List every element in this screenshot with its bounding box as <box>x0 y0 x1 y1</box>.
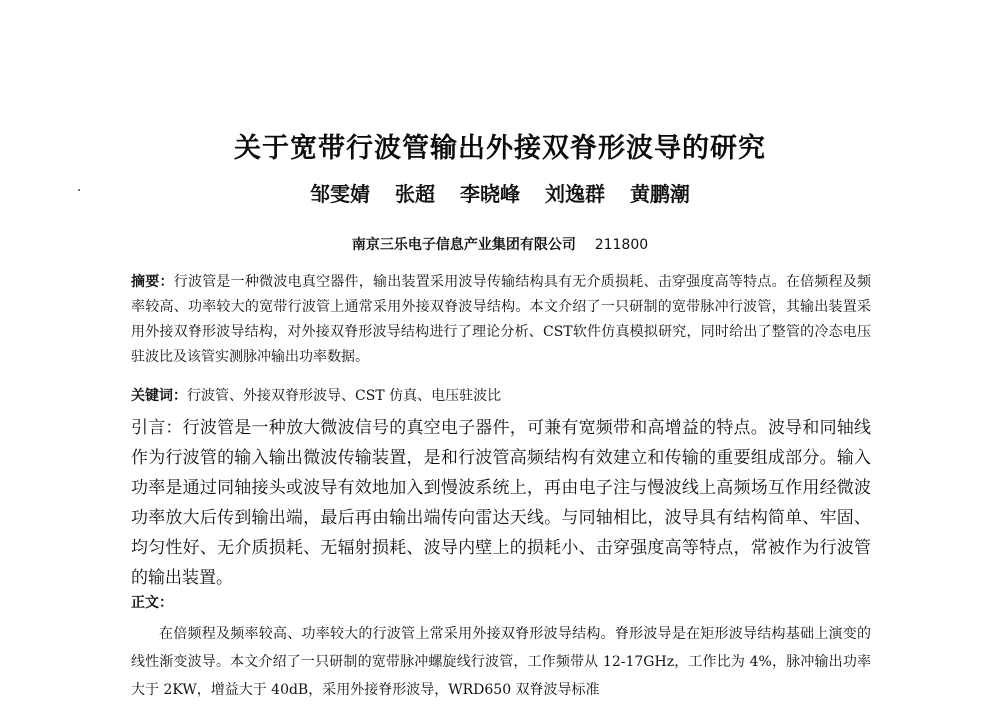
author-name: 邹雯婧 <box>310 182 371 206</box>
author-name: 黄鹏潮 <box>629 182 690 206</box>
author-name: 李晓峰 <box>460 182 520 206</box>
introduction-label: 引言： <box>131 418 183 438</box>
introduction-paragraph <box>131 413 871 593</box>
author-name: 张超 <box>395 182 436 206</box>
postal-code: 211800 <box>594 237 649 253</box>
keywords-text: 行波管、外接双脊形波导、CST 仿真、电压驻波比 <box>187 388 502 404</box>
abstract-label: 摘要： <box>131 274 174 290</box>
abstract-paragraph <box>131 270 871 370</box>
body-heading: 正文： <box>131 595 173 611</box>
keywords-label: 关键词： <box>131 388 187 404</box>
introduction-text: 行波管是一种放大微波信号的真空电子器件，可兼有宽频带和高增益的特点。波导和同轴线作为行波管的输入输出微波传输装置，是和行波管高频结构有效建立和传输的重要组成部分。输入功率是通过同轴接头或波导有效地加入到慢波系统上，再由电子注与慢波线上高频场互作用经微波功率放大后传到输出端，最后再由输出端传向雷达天线。与同轴相比，波导具有结构简单、牢固、均匀性好、无介质损耗、无辐射损耗、波导内壁上的损耗小、击穿强度高等特点，常被作为行波管的输出装置。 <box>131 418 872 588</box>
affiliation-line <box>0 234 1000 254</box>
body-paragraph: 在倍频程及频率较高、功率较大的行波管上常采用外接双脊形波导结构。脊形波导是在矩形波导结构基础上演变的线性渐变波导。本文介绍了一只研制的宽带脉冲螺旋线行波管，工作频带从 12-17GHz，工作比为 4%，脉冲输出功率大于 2KW，增益大于 40dB，采用外接脊形波导，WRD650 双脊波导标准 <box>131 626 871 698</box>
author-list <box>0 178 1000 207</box>
paper-title: 关于宽带行波管输出外接双脊形波导的研究 <box>234 133 766 164</box>
abstract-text: 行波管是一种微波电真空器件，输出装置采用波导传输结构具有无介质损耗、击穿强度高等特点。在倍频程及频率较高、功率较大的宽带行波管上通常采用外接双脊波导结构。本文介绍了一只研制的宽带脉冲行波管，其输出装置采用外接双脊形波导结构，对外接双脊形波导结构进行了理论分析、CST软件仿真模拟研究，同时给出了整管的冷态电压驻波比及该管实测脉冲输出功率数据。 <box>131 274 872 365</box>
keywords-paragraph <box>131 385 871 407</box>
author-name: 刘逸群 <box>544 182 605 206</box>
affiliation-name: 南京三乐电子信息产业集团有限公司 <box>351 237 576 253</box>
